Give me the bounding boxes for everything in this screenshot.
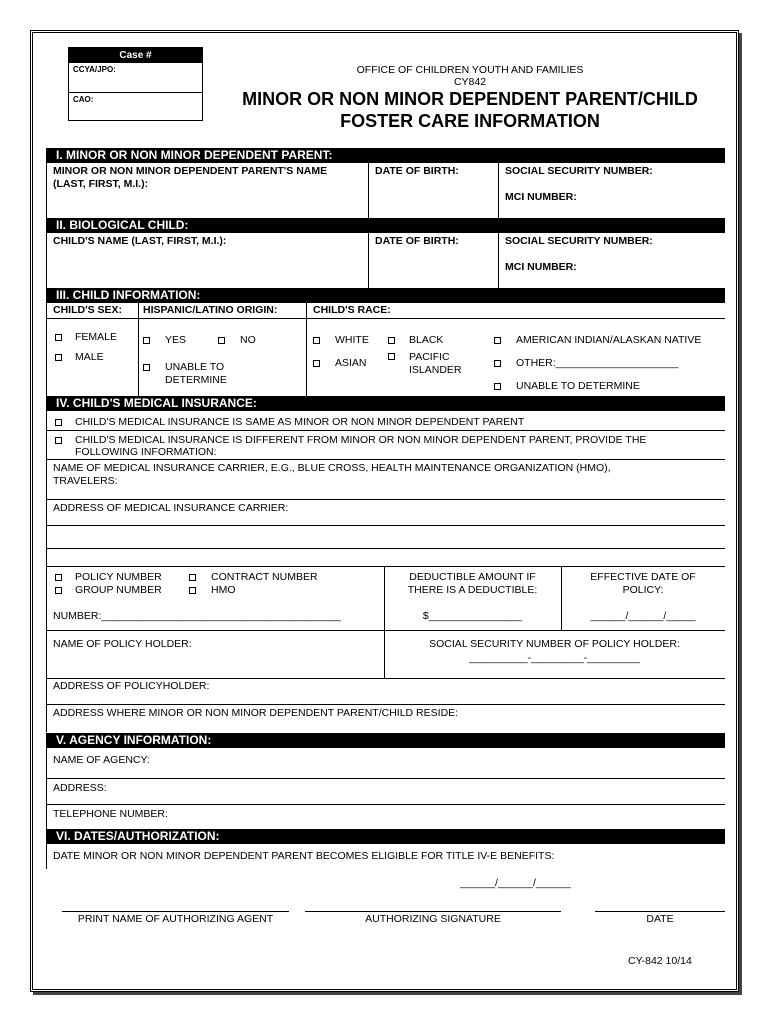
child-name-label: CHILD'S NAME (LAST, FIRST, M.I.): <box>53 235 227 247</box>
american-indian-label: AMERICAN INDIAN/ALASKAN NATIVE <box>516 334 702 346</box>
ccya-label: CCYA/JPO: <box>73 65 116 74</box>
office-name: OFFICE OF CHILDREN YOUTH AND FAMILIES <box>356 64 584 76</box>
no-label: NO <box>240 334 256 346</box>
insurance-different-label-2: FOLLOWING INFORMATION: <box>75 446 217 458</box>
unable-label-2: DETERMINE <box>165 374 227 386</box>
pacific-checkbox[interactable] <box>388 353 395 360</box>
office-header <box>250 64 690 88</box>
pacific-label-1: PACIFIC <box>409 351 450 363</box>
divider <box>46 678 725 679</box>
cao-field[interactable] <box>69 92 202 121</box>
divider <box>368 233 369 288</box>
deductible-amount-field[interactable]: $________________ <box>422 610 523 622</box>
black-label: BLACK <box>409 334 444 346</box>
section-2-left-border <box>46 218 47 288</box>
cao-label: CAO: <box>73 95 94 104</box>
divider <box>46 778 725 779</box>
section-6-heading: VI. DATES/AUTHORIZATION: <box>46 829 725 844</box>
divider <box>46 499 725 500</box>
contract-number-checkbox[interactable] <box>189 574 196 581</box>
male-checkbox[interactable] <box>55 354 62 361</box>
case-label: Case # <box>69 48 202 63</box>
other-race-checkbox[interactable] <box>494 360 501 367</box>
section-4-heading: IV. CHILD'S MEDICAL INSURANCE: <box>46 396 725 411</box>
group-number-checkbox[interactable] <box>55 587 62 594</box>
parent-dob-label: DATE OF BIRTH: <box>375 165 459 177</box>
section-5-left-border <box>46 733 47 829</box>
divider <box>46 430 725 431</box>
effective-date-field[interactable]: ______/______/_____ <box>590 610 696 622</box>
eligible-date-label: DATE MINOR OR NON MINOR DEPENDENT PARENT BECOMES ELIGIBLE FOR TITLE IV-E BENEFITS: <box>53 850 555 862</box>
section-2-heading: II. BIOLOGICAL CHILD: <box>46 218 725 233</box>
child-ssn-label: SOCIAL SECURITY NUMBER: <box>505 235 653 247</box>
divider <box>46 548 725 549</box>
form-code: CY842 <box>453 76 487 88</box>
contract-number-label: CONTRACT NUMBER <box>211 571 318 583</box>
divider <box>368 163 369 218</box>
parent-mci-label: MCI NUMBER: <box>505 191 577 203</box>
child-dob-label: DATE OF BIRTH: <box>375 235 459 247</box>
divider <box>46 704 725 705</box>
effective-date-label-2: POLICY: <box>622 584 664 596</box>
divider <box>498 233 499 288</box>
policy-holder-label: NAME OF POLICY HOLDER: <box>53 638 192 650</box>
section-3-left-border <box>46 288 47 396</box>
policy-holder-ssn-label: SOCIAL SECURITY NUMBER OF POLICY HOLDER: <box>429 638 680 650</box>
divider <box>306 302 307 396</box>
asian-checkbox[interactable] <box>313 360 320 367</box>
agency-name-label: NAME OF AGENCY: <box>53 754 150 766</box>
carrier-label-2: TRAVELERS: <box>53 475 118 487</box>
section-1-heading: I. MINOR OR NON MINOR DEPENDENT PARENT: <box>46 148 725 163</box>
section-1-left-border <box>46 148 47 218</box>
unable-race-checkbox[interactable] <box>494 383 501 390</box>
case-box <box>68 47 203 121</box>
parent-name-label-2: (LAST, FIRST, M.I.): <box>53 178 149 190</box>
print-name-label: PRINT NAME OF AUTHORIZING AGENT <box>77 913 274 925</box>
divider <box>46 630 725 631</box>
female-checkbox[interactable] <box>55 334 62 341</box>
divider <box>498 163 499 218</box>
section-4-left-border <box>46 396 47 732</box>
policy-holder-ssn-field[interactable]: __________-_________-_________ <box>469 652 640 664</box>
insurance-same-label: CHILD'S MEDICAL INSURANCE IS SAME AS MINOR OR NON MINOR DEPENDENT PARENT <box>75 416 525 428</box>
policyholder-address-label: ADDRESS OF POLICYHOLDER: <box>53 680 210 692</box>
divider <box>46 318 725 319</box>
pacific-label-2: ISLANDER <box>409 364 462 376</box>
hispanic-label: HISPANIC/LATINO ORIGIN: <box>143 304 278 316</box>
title-line-2: FOSTER CARE INFORMATION <box>340 111 600 131</box>
policy-number-checkbox[interactable] <box>55 574 62 581</box>
child-mci-label: MCI NUMBER: <box>505 261 577 273</box>
section-6-left-border <box>46 829 47 869</box>
divider <box>46 459 725 460</box>
divider <box>46 566 725 567</box>
effective-date-label-1: EFFECTIVE DATE OF <box>590 571 696 583</box>
insurance-different-checkbox[interactable] <box>55 437 62 444</box>
date-label: DATE <box>646 913 674 925</box>
telephone-label: TELEPHONE NUMBER: <box>53 808 168 820</box>
date-line[interactable] <box>595 911 725 912</box>
policy-number-label: POLICY NUMBER <box>75 571 162 583</box>
male-label: MALE <box>75 351 104 363</box>
hmo-label: HMO <box>211 584 236 596</box>
signature-line[interactable] <box>305 911 561 912</box>
yes-label: YES <box>165 334 187 346</box>
eligible-date-field[interactable]: ______/______/______ <box>460 877 571 889</box>
no-checkbox[interactable] <box>218 337 225 344</box>
female-label: FEMALE <box>75 331 118 343</box>
unable-hispanic-checkbox[interactable] <box>143 364 150 371</box>
unable-race-label: UNABLE TO DETERMINE <box>516 380 640 392</box>
american-indian-checkbox[interactable] <box>494 337 501 344</box>
deductible-label-2: THERE IS A DEDUCTIBLE: <box>407 584 538 596</box>
unable-label-1: UNABLE TO <box>165 361 225 373</box>
insurance-different-label-1: CHILD'S MEDICAL INSURANCE IS DIFFERENT FROM MINOR OR NON MINOR DEPENDENT PARENT, PROVIDE THE <box>75 434 647 446</box>
deductible-label-1: DEDUCTIBLE AMOUNT IF <box>409 571 536 583</box>
print-name-line[interactable] <box>62 911 289 912</box>
title-line-1: MINOR OR NON MINOR DEPENDENT PARENT/CHILD <box>242 89 698 109</box>
sex-label: CHILD'S SEX: <box>53 304 123 316</box>
hmo-checkbox[interactable] <box>189 587 196 594</box>
other-race-label: OTHER:_____________________ <box>516 357 679 369</box>
number-field[interactable]: NUMBER:_________________________________________ <box>53 610 341 622</box>
parent-ssn-label: SOCIAL SECURITY NUMBER: <box>505 165 653 177</box>
divider <box>46 804 725 805</box>
white-checkbox[interactable] <box>313 337 320 344</box>
divider <box>46 525 725 526</box>
section-3-heading: III. CHILD INFORMATION: <box>46 288 725 303</box>
white-label: WHITE <box>335 334 369 346</box>
asian-label: ASIAN <box>335 357 367 369</box>
parent-name-label-1: MINOR OR NON MINOR DEPENDENT PARENT'S NAME <box>53 165 328 177</box>
reside-address-label: ADDRESS WHERE MINOR OR NON MINOR DEPENDENT PARENT/CHILD RESIDE: <box>53 707 459 719</box>
black-checkbox[interactable] <box>388 337 395 344</box>
race-label: CHILD'S RACE: <box>313 304 391 316</box>
yes-checkbox[interactable] <box>143 337 150 344</box>
page-title <box>210 88 730 132</box>
carrier-label-1: NAME OF MEDICAL INSURANCE CARRIER, E.G., BLUE CROSS, HEALTH MAINTENANCE ORGANIZATION (HMO), <box>53 462 611 474</box>
carrier-address-label: ADDRESS OF MEDICAL INSURANCE CARRIER: <box>53 502 289 514</box>
section-5-heading: V. AGENCY INFORMATION: <box>46 733 725 748</box>
agency-address-label: ADDRESS: <box>53 782 107 794</box>
divider <box>138 302 139 396</box>
form-id: CY-842 10/14 <box>628 955 692 967</box>
signature-label: AUTHORIZING SIGNATURE <box>365 913 501 925</box>
group-number-label: GROUP NUMBER <box>75 584 162 596</box>
insurance-same-checkbox[interactable] <box>55 419 62 426</box>
ccya-field[interactable] <box>69 63 202 92</box>
